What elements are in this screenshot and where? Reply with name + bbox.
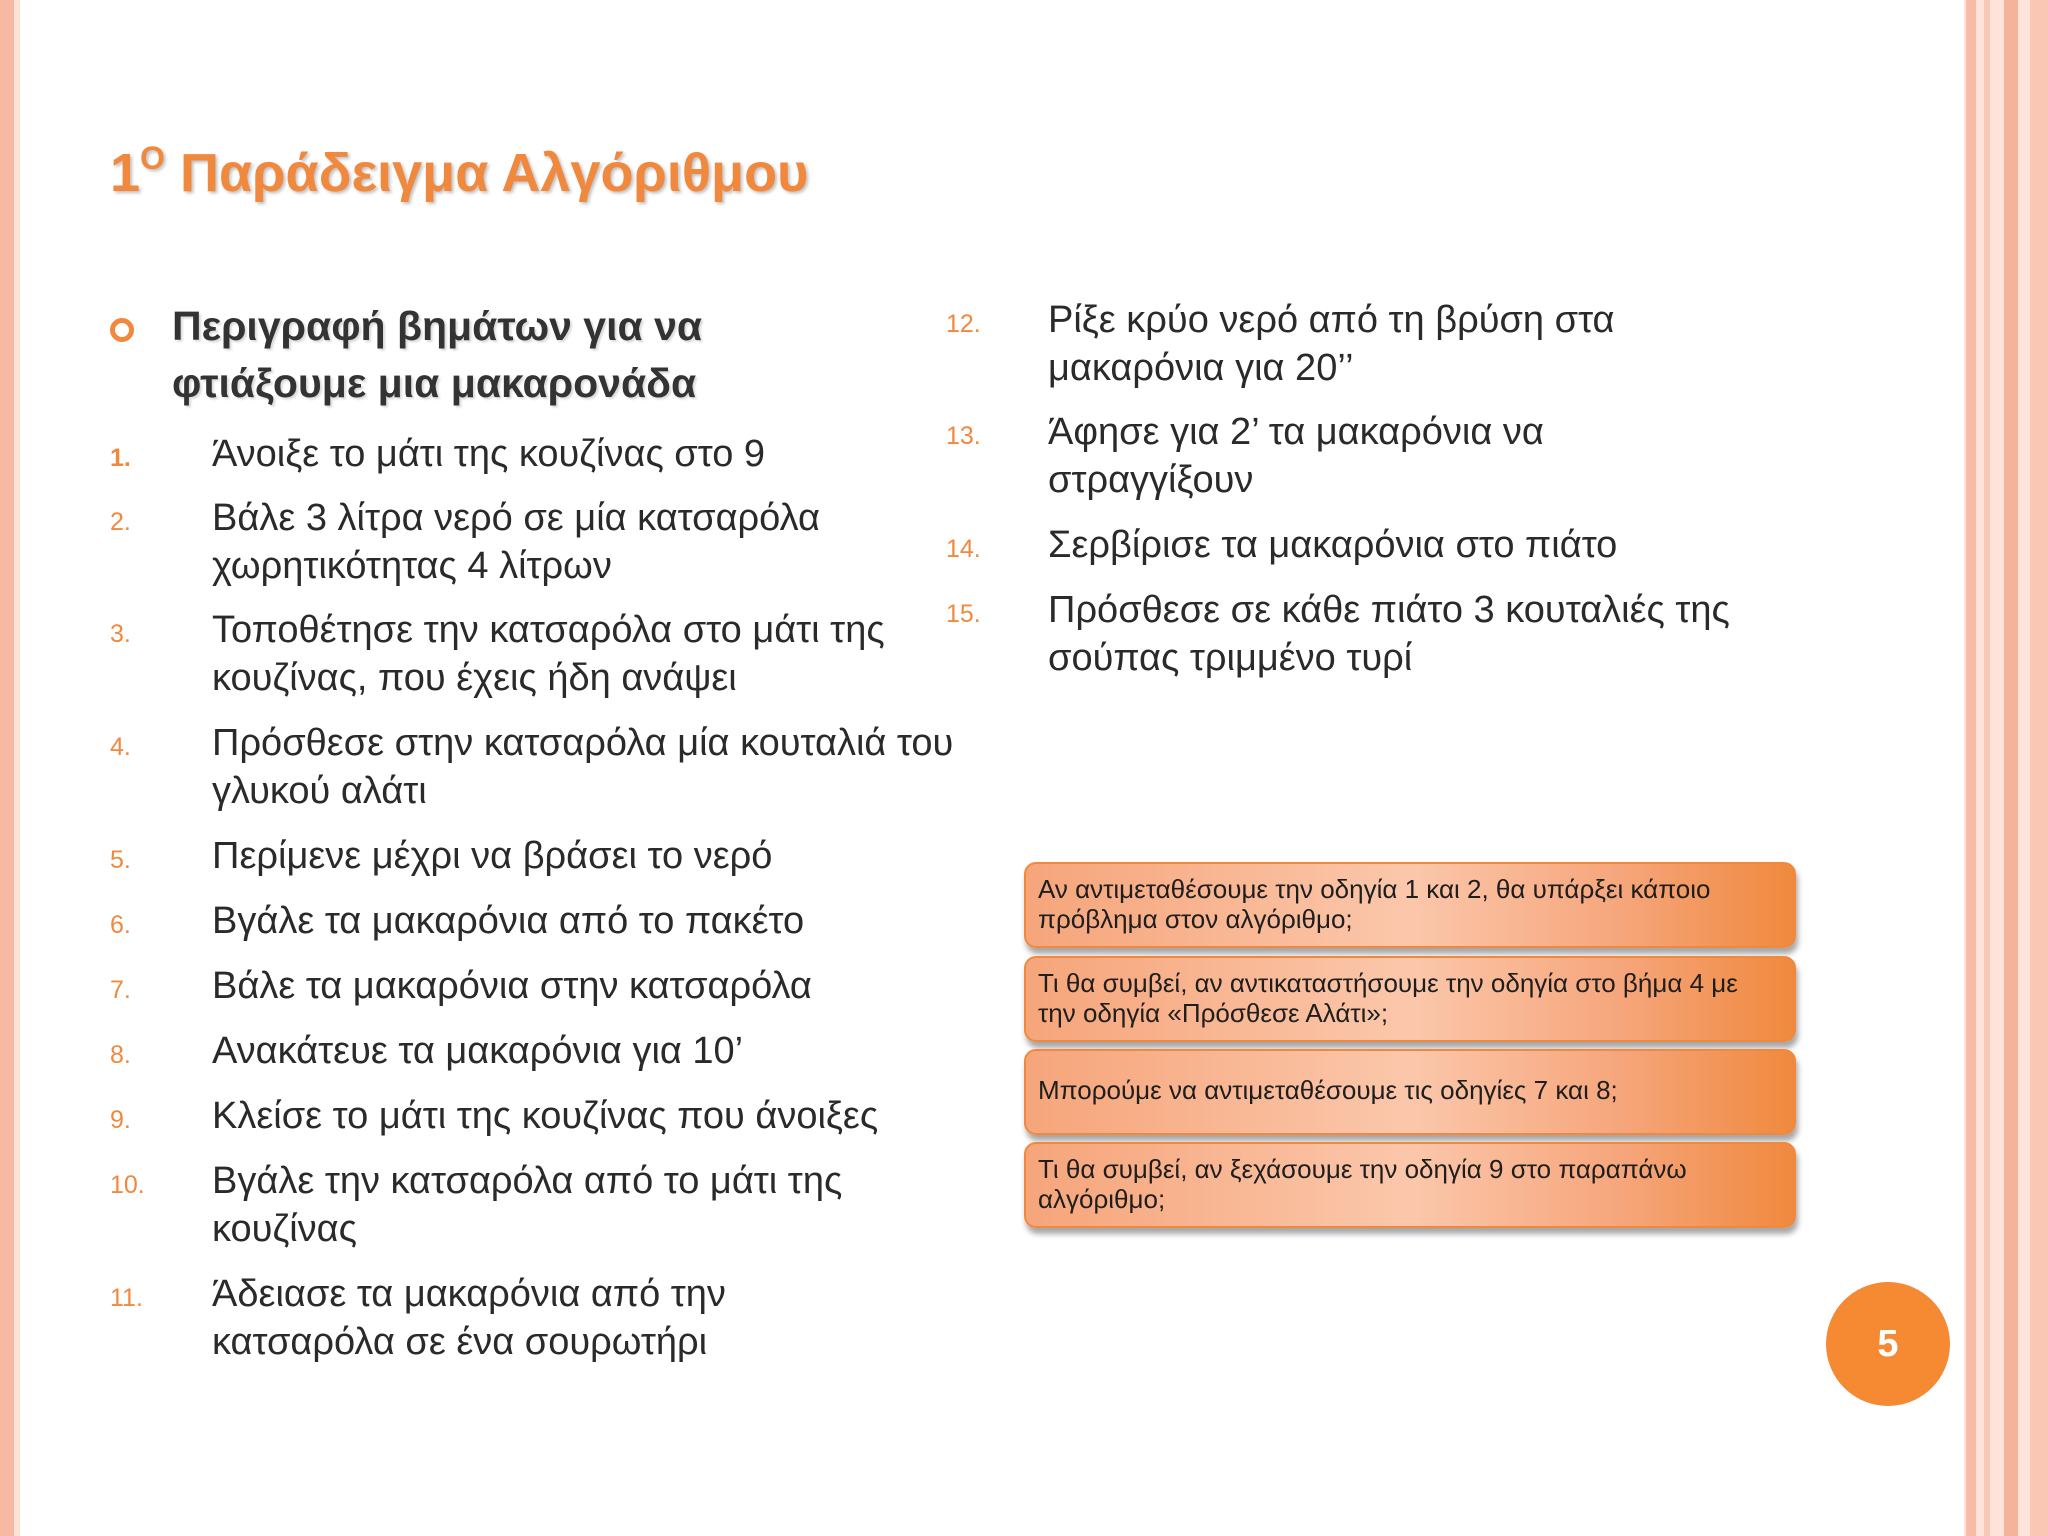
step-text: Ρίξε κρύο νερό από τη βρύση στα μακαρόνια για 20’’ (1048, 299, 1615, 389)
title-superscript: Ο (140, 140, 165, 176)
step-text: Ανακάτευε τα μακαρόνια για 10’ (212, 1030, 744, 1072)
step-number: 13. (946, 422, 981, 450)
step-text: Σερβίρισε τα μακαρόνια στο πιάτο (1048, 524, 1618, 566)
left-border-inner (14, 0, 20, 1536)
right-border-stripe (2004, 0, 2018, 1536)
question-box (1024, 1142, 1796, 1228)
step-text: Βγάλε τα μακαρόνια από το πακέτο (212, 900, 805, 942)
step-number: 11. (110, 1284, 143, 1312)
step-text: Άνοιξε το μάτι της κουζίνας στο 9 (212, 433, 766, 475)
step-text: Περίμενε μέχρι να βράσει το νερό (212, 835, 773, 877)
question-text: Αν αντιμεταθέσουμε την οδηγία 1 και 2, θα υπάρξει κάποιο πρόβλημα στον αλγόριθμο; (1038, 874, 1711, 934)
question-box (1024, 862, 1796, 948)
right-border-stripe (1966, 0, 1976, 1536)
step-number: 2. (110, 508, 131, 536)
step-number: 12. (946, 310, 981, 338)
question-box (1024, 1049, 1796, 1135)
question-box (1024, 956, 1796, 1042)
step-number: 15. (946, 600, 981, 628)
step-number: 7. (110, 976, 131, 1004)
step-text: Πρόσθεσε στην κατσαρόλα μία κουταλιά του γλυκού αλάτι (212, 722, 954, 812)
step-number: 10. (110, 1171, 145, 1199)
left-border (0, 0, 14, 1536)
step-number: 8. (110, 1041, 131, 1069)
title-text: Παράδειγμα Αλγόριθμου (164, 143, 809, 203)
step-number: 6. (110, 911, 131, 939)
step-number: 5. (110, 846, 131, 874)
step-number: 14. (946, 535, 981, 563)
question-text: Μπορούμε να αντιμεταθέσουμε τις οδηγίες 7 και 8; (1038, 1075, 1618, 1105)
step-text: Κλείσε το μάτι της κουζίνας που άνοιξες (212, 1095, 879, 1137)
page-number: 5 (1826, 1282, 1950, 1406)
step-text: Βάλε 3 λίτρα νερό σε μία κατσαρόλα χωρητικότητας 4 λίτρων (212, 497, 820, 587)
step-number: 1. (110, 444, 131, 472)
question-text: Τι θα συμβεί, αν ξεχάσουμε την οδηγία 9 στο παραπάνω αλγόριθμο; (1038, 1154, 1687, 1214)
bullet-circle-icon (110, 318, 134, 342)
step-text: Άδειασε τα μακαρόνια από την κατσαρόλα σε ένα σουρωτήρι (212, 1273, 726, 1363)
step-number: 4. (110, 733, 131, 761)
step-text: Πρόσθεσε σε κάθε πιάτο 3 κουταλιές της σούπας τριμμένο τυρί (1048, 589, 1730, 679)
step-text: Άφησε για 2’ τα μακαρόνια να στραγγίξουν (1048, 411, 1544, 501)
step-text: Βγάλε την κατσαρόλα από το μάτι της κουζίνας (212, 1160, 843, 1250)
slide-title (110, 140, 808, 204)
step-number: 9. (110, 1106, 131, 1134)
step-number: 3. (110, 620, 131, 648)
title-number: 1 (110, 143, 141, 203)
step-text: Τοποθέτησε την κατσαρόλα στο μάτι της κουζίνας, που έχεις ήδη ανάψει (212, 609, 885, 699)
question-text: Τι θα συμβεί, αν αντικαταστήσουμε την οδηγία στο βήμα 4 με την οδηγία «Πρόσθεσε Αλάτι»; (1038, 968, 1738, 1028)
heading-text: Περιγραφή βημάτων για να φτιάξουμε μια μακαρονάδα (172, 303, 703, 406)
right-border-stripe (2030, 0, 2048, 1536)
right-border-stripe (1984, 0, 1990, 1536)
step-text: Βάλε τα μακαρόνια στην κατσαρόλα (212, 965, 812, 1007)
